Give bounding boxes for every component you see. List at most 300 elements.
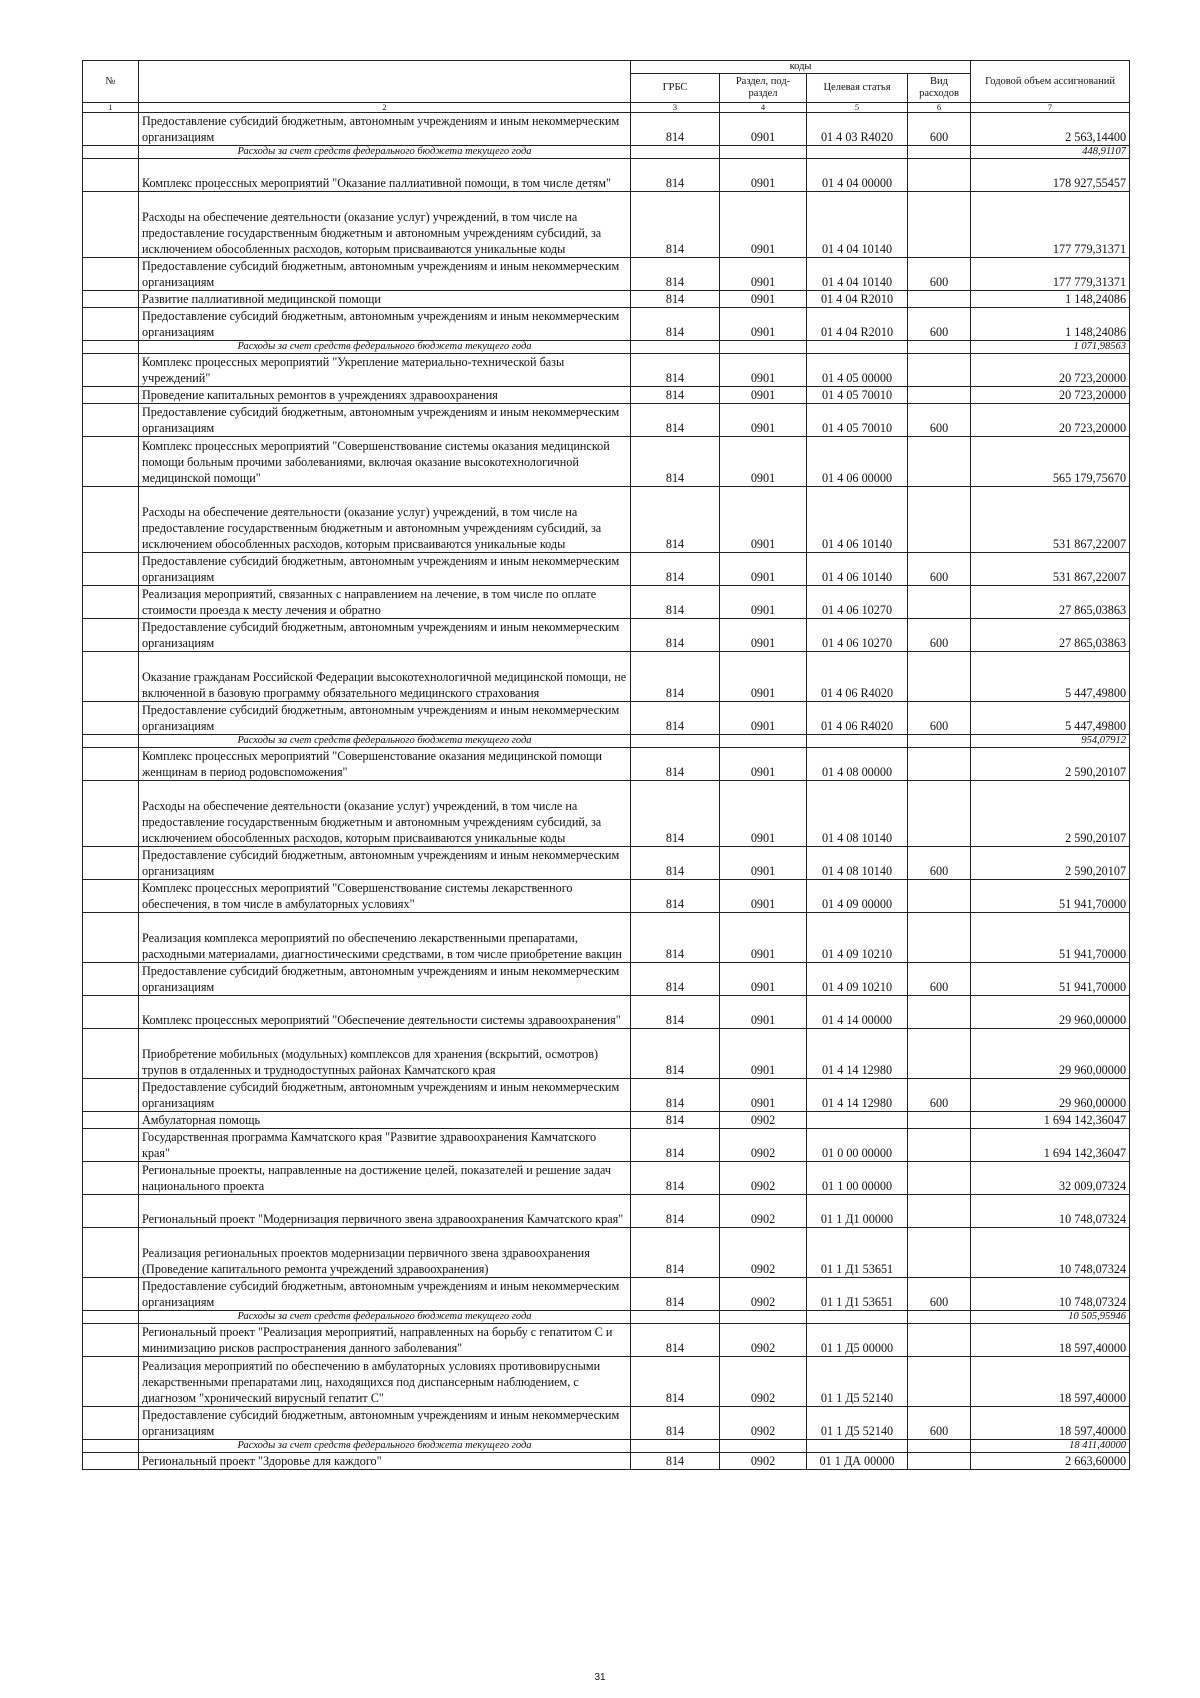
header-razdel: Раздел, под-раздел <box>720 74 807 103</box>
cell-vid <box>908 1357 971 1407</box>
cell-name: Предоставление субсидий бюджетным, автономным учреждениям и иным некоммерческим организациям <box>139 1407 631 1440</box>
table-row <box>83 1029 1130 1079</box>
cell-grbs: 814 <box>631 1453 720 1470</box>
table-row <box>83 880 1130 913</box>
cell-vid <box>908 354 971 387</box>
cell-amount: 5 447,49800 <box>971 652 1130 702</box>
cell-article: 01 4 04 00000 <box>807 159 908 192</box>
cell-grbs: 814 <box>631 652 720 702</box>
cell-razdel: 0901 <box>720 308 807 341</box>
cell-name: Предоставление субсидий бюджетным, автономным учреждениям и иным некоммерческим организациям <box>139 553 631 586</box>
cell-vid: 600 <box>908 308 971 341</box>
cell-name: Расходы за счет средств федерального бюджета текущего года <box>139 735 631 748</box>
cell-article: 01 1 00 00000 <box>807 1162 908 1195</box>
cell-razdel: 0902 <box>720 1357 807 1407</box>
cell-vid: 600 <box>908 258 971 291</box>
cell-razdel: 0901 <box>720 404 807 437</box>
federal-share-row <box>83 146 1130 159</box>
cell-amount: 18 411,40000 <box>971 1440 1130 1453</box>
cell-amount: 5 447,49800 <box>971 702 1130 735</box>
cell-num <box>83 1440 139 1453</box>
table-row <box>83 113 1130 146</box>
cell-name: Комплекс процессных мероприятий "Совершенствование системы лекарственного обеспечения, в том числе в амбулаторных условиях" <box>139 880 631 913</box>
cell-num <box>83 146 139 159</box>
cell-amount: 18 597,40000 <box>971 1407 1130 1440</box>
cell-amount: 2 590,20107 <box>971 781 1130 847</box>
cell-num <box>83 487 139 553</box>
cell-amount: 1 148,24086 <box>971 291 1130 308</box>
column-numbers-row <box>83 103 1130 113</box>
cell-article: 01 4 09 10210 <box>807 963 908 996</box>
cell-article: 01 4 06 10140 <box>807 553 908 586</box>
cell-amount: 29 960,00000 <box>971 1079 1130 1112</box>
cell-razdel: 0901 <box>720 354 807 387</box>
cell-article: 01 4 05 70010 <box>807 387 908 404</box>
col-number: 5 <box>807 103 908 113</box>
cell-amount: 954,07912 <box>971 735 1130 748</box>
cell-num <box>83 996 139 1029</box>
cell-name: Предоставление субсидий бюджетным, автономным учреждениям и иным некоммерческим организациям <box>139 308 631 341</box>
cell-num <box>83 192 139 258</box>
cell-grbs: 814 <box>631 913 720 963</box>
cell-grbs: 814 <box>631 1228 720 1278</box>
table-row <box>83 702 1130 735</box>
header-codes: коды <box>631 61 971 74</box>
cell-article <box>807 1112 908 1129</box>
header-amount: Годовой объем ассигнований <box>971 61 1130 103</box>
cell-name: Реализация комплекса мероприятий по обеспечению лекарственными препаратами, расходными материалами, диагностическими средствами, в том числе приобретение вакцин <box>139 913 631 963</box>
page-number: 31 <box>594 1672 606 1683</box>
cell-vid <box>908 880 971 913</box>
table-row <box>83 387 1130 404</box>
cell-amount: 32 009,07324 <box>971 1162 1130 1195</box>
cell-grbs: 814 <box>631 1357 720 1407</box>
cell-grbs: 814 <box>631 702 720 735</box>
cell-name: Расходы на обеспечение деятельности (оказание услуг) учреждений, в том числе на предоставление государственным бюджетным и автономным учреждениям субсидий, за исключением обособленных расходов, которым присваиваются уникальные коды <box>139 192 631 258</box>
cell-razdel: 0902 <box>720 1278 807 1311</box>
cell-grbs: 814 <box>631 1162 720 1195</box>
cell-vid: 600 <box>908 113 971 146</box>
cell-grbs <box>631 146 720 159</box>
cell-num <box>83 1029 139 1079</box>
table-row <box>83 1228 1130 1278</box>
cell-article: 01 4 04 R2010 <box>807 308 908 341</box>
cell-grbs: 814 <box>631 1195 720 1228</box>
cell-article: 01 1 Д1 53651 <box>807 1228 908 1278</box>
cell-grbs: 814 <box>631 291 720 308</box>
cell-article: 01 4 06 R4020 <box>807 652 908 702</box>
cell-num <box>83 963 139 996</box>
cell-vid <box>908 1029 971 1079</box>
table-row <box>83 308 1130 341</box>
header-article: Целевая статья <box>807 74 908 103</box>
cell-article: 01 4 06 10270 <box>807 619 908 652</box>
cell-vid <box>908 291 971 308</box>
cell-name: Предоставление субсидий бюджетным, автономным учреждениям и иным некоммерческим организациям <box>139 963 631 996</box>
table-row <box>83 487 1130 553</box>
cell-amount: 1 694 142,36047 <box>971 1112 1130 1129</box>
cell-amount: 29 960,00000 <box>971 1029 1130 1079</box>
cell-grbs: 814 <box>631 487 720 553</box>
cell-grbs: 814 <box>631 1029 720 1079</box>
cell-amount: 27 865,03863 <box>971 586 1130 619</box>
cell-num <box>83 341 139 354</box>
cell-razdel: 0902 <box>720 1195 807 1228</box>
table-row <box>83 1162 1130 1195</box>
table-row <box>83 781 1130 847</box>
cell-name: Предоставление субсидий бюджетным, автономным учреждениям и иным некоммерческим организациям <box>139 1079 631 1112</box>
header-grbs: ГРБС <box>631 74 720 103</box>
cell-vid <box>908 159 971 192</box>
cell-num <box>83 387 139 404</box>
cell-vid <box>908 437 971 487</box>
cell-name: Региональный проект "Модернизация первичного звена здравоохранения Камчатского края" <box>139 1195 631 1228</box>
cell-razdel: 0901 <box>720 652 807 702</box>
cell-num <box>83 291 139 308</box>
cell-razdel: 0901 <box>720 553 807 586</box>
cell-amount: 20 723,20000 <box>971 404 1130 437</box>
cell-num <box>83 652 139 702</box>
cell-grbs: 814 <box>631 113 720 146</box>
cell-vid: 600 <box>908 963 971 996</box>
cell-article: 01 4 04 R2010 <box>807 291 908 308</box>
cell-num <box>83 437 139 487</box>
cell-razdel <box>720 1440 807 1453</box>
cell-grbs <box>631 1311 720 1324</box>
table-row <box>83 553 1130 586</box>
cell-razdel: 0902 <box>720 1453 807 1470</box>
cell-article: 01 4 14 12980 <box>807 1079 908 1112</box>
cell-name: Реализация мероприятий по обеспечению в амбулаторных условиях противовирусными лекарственными препаратами лиц, находящихся под диспансерным наблюдением, с диагнозом "хронический вирусный гепатит С" <box>139 1357 631 1407</box>
cell-razdel: 0901 <box>720 437 807 487</box>
cell-grbs: 814 <box>631 619 720 652</box>
cell-grbs: 814 <box>631 159 720 192</box>
col-number: 7 <box>971 103 1130 113</box>
cell-razdel <box>720 341 807 354</box>
cell-vid <box>908 146 971 159</box>
cell-name: Амбулаторная помощь <box>139 1112 631 1129</box>
cell-name: Расходы за счет средств федерального бюджета текущего года <box>139 146 631 159</box>
cell-article <box>807 1311 908 1324</box>
cell-name: Предоставление субсидий бюджетным, автономным учреждениям и иным некоммерческим организациям <box>139 847 631 880</box>
cell-amount: 10 748,07324 <box>971 1278 1130 1311</box>
cell-name: Проведение капитальных ремонтов в учреждениях здравоохранения <box>139 387 631 404</box>
cell-grbs: 814 <box>631 1324 720 1357</box>
cell-article: 01 1 Д5 52140 <box>807 1407 908 1440</box>
cell-article: 01 4 03 R4020 <box>807 113 908 146</box>
cell-vid <box>908 192 971 258</box>
cell-razdel: 0902 <box>720 1162 807 1195</box>
cell-vid <box>908 1129 971 1162</box>
cell-amount: 10 748,07324 <box>971 1228 1130 1278</box>
cell-amount: 20 723,20000 <box>971 387 1130 404</box>
cell-num <box>83 1324 139 1357</box>
table-row <box>83 1195 1130 1228</box>
cell-name: Региональный проект "Реализация мероприятий, направленных на борьбу с гепатитом С и минимизацию рисков распространения данного заболевания" <box>139 1324 631 1357</box>
cell-razdel <box>720 735 807 748</box>
cell-vid <box>908 1162 971 1195</box>
table-row <box>83 1407 1130 1440</box>
cell-name: Развитие паллиативной медицинской помощи <box>139 291 631 308</box>
cell-amount: 2 563,14400 <box>971 113 1130 146</box>
cell-article: 01 4 06 R4020 <box>807 702 908 735</box>
table-row <box>83 963 1130 996</box>
cell-razdel: 0902 <box>720 1324 807 1357</box>
cell-vid <box>908 586 971 619</box>
cell-razdel: 0901 <box>720 702 807 735</box>
table-row <box>83 1079 1130 1112</box>
cell-vid: 600 <box>908 702 971 735</box>
cell-article: 01 4 06 10140 <box>807 487 908 553</box>
cell-grbs: 814 <box>631 996 720 1029</box>
cell-num <box>83 1311 139 1324</box>
cell-razdel <box>720 1311 807 1324</box>
cell-grbs: 814 <box>631 1407 720 1440</box>
cell-razdel: 0901 <box>720 387 807 404</box>
cell-vid <box>908 1195 971 1228</box>
cell-article: 01 4 06 10270 <box>807 586 908 619</box>
cell-num <box>83 847 139 880</box>
cell-grbs <box>631 735 720 748</box>
cell-vid <box>908 735 971 748</box>
cell-num <box>83 1129 139 1162</box>
cell-num <box>83 748 139 781</box>
table-row <box>83 1324 1130 1357</box>
table-row <box>83 1129 1130 1162</box>
cell-num <box>83 159 139 192</box>
col-number: 3 <box>631 103 720 113</box>
cell-razdel: 0901 <box>720 159 807 192</box>
cell-name: Реализация региональных проектов модернизации первичного звена здравоохранения (Проведение капитального ремонта учреждений здравоохранения) <box>139 1228 631 1278</box>
cell-razdel: 0902 <box>720 1129 807 1162</box>
cell-name: Региональный проект "Здоровье для каждого" <box>139 1453 631 1470</box>
cell-article: 01 4 14 00000 <box>807 996 908 1029</box>
cell-vid <box>908 1311 971 1324</box>
table-row <box>83 619 1130 652</box>
cell-razdel: 0901 <box>720 996 807 1029</box>
cell-razdel: 0901 <box>720 586 807 619</box>
cell-article: 01 1 Д1 53651 <box>807 1278 908 1311</box>
cell-vid <box>908 652 971 702</box>
federal-share-row <box>83 735 1130 748</box>
cell-vid <box>908 1112 971 1129</box>
cell-grbs: 814 <box>631 781 720 847</box>
cell-amount: 565 179,75670 <box>971 437 1130 487</box>
cell-name: Предоставление субсидий бюджетным, автономным учреждениям и иным некоммерческим организациям <box>139 258 631 291</box>
cell-article: 01 4 08 10140 <box>807 847 908 880</box>
cell-amount: 531 867,22007 <box>971 487 1130 553</box>
cell-article: 01 4 08 00000 <box>807 748 908 781</box>
federal-share-row <box>83 1440 1130 1453</box>
cell-name: Оказание гражданам Российской Федерации высокотехнологичной медицинской помощи, не включенной в базовую программу обязательного медицинского страхования <box>139 652 631 702</box>
cell-article: 01 4 08 10140 <box>807 781 908 847</box>
cell-num <box>83 1195 139 1228</box>
cell-vid <box>908 996 971 1029</box>
cell-article: 01 4 05 70010 <box>807 404 908 437</box>
cell-name: Расходы на обеспечение деятельности (оказание услуг) учреждений, в том числе на предоставление государственным бюджетным и автономным учреждениям субсидий, за исключением обособленных расходов, которым присваиваются уникальные коды <box>139 487 631 553</box>
cell-grbs: 814 <box>631 963 720 996</box>
cell-amount: 10 505,95946 <box>971 1311 1130 1324</box>
cell-name: Приобретение мобильных (модульных) комплексов для хранения (вскрытий, осмотров) трупов в отдаленных и труднодоступных районах Камчатского края <box>139 1029 631 1079</box>
cell-razdel: 0901 <box>720 113 807 146</box>
cell-razdel: 0901 <box>720 880 807 913</box>
table-row <box>83 437 1130 487</box>
cell-razdel: 0902 <box>720 1228 807 1278</box>
table-row <box>83 1453 1130 1470</box>
cell-article: 01 1 Д5 00000 <box>807 1324 908 1357</box>
table-row <box>83 291 1130 308</box>
table-row <box>83 192 1130 258</box>
table-row <box>83 258 1130 291</box>
cell-amount: 18 597,40000 <box>971 1324 1130 1357</box>
cell-amount: 177 779,31371 <box>971 258 1130 291</box>
cell-amount: 448,91107 <box>971 146 1130 159</box>
table-row <box>83 913 1130 963</box>
cell-article <box>807 341 908 354</box>
cell-amount: 29 960,00000 <box>971 996 1130 1029</box>
cell-num <box>83 553 139 586</box>
cell-article: 01 4 06 00000 <box>807 437 908 487</box>
cell-name: Расходы на обеспечение деятельности (оказание услуг) учреждений, в том числе на предоставление государственным бюджетным и автономным учреждениям субсидий, за исключением обособленных расходов, которым присваиваются уникальные коды <box>139 781 631 847</box>
col-number: 2 <box>139 103 631 113</box>
cell-num <box>83 113 139 146</box>
cell-razdel: 0901 <box>720 258 807 291</box>
cell-amount: 2 590,20107 <box>971 847 1130 880</box>
cell-num <box>83 1112 139 1129</box>
cell-article <box>807 146 908 159</box>
cell-razdel: 0901 <box>720 748 807 781</box>
cell-article: 01 4 04 10140 <box>807 192 908 258</box>
cell-vid: 600 <box>908 847 971 880</box>
cell-vid <box>908 781 971 847</box>
table-row <box>83 404 1130 437</box>
cell-name: Государственная программа Камчатского края "Развитие здравоохранения Камчатского края" <box>139 1129 631 1162</box>
cell-vid <box>908 1440 971 1453</box>
cell-grbs: 814 <box>631 748 720 781</box>
cell-grbs: 814 <box>631 437 720 487</box>
cell-amount: 531 867,22007 <box>971 553 1130 586</box>
cell-grbs: 814 <box>631 404 720 437</box>
cell-razdel: 0901 <box>720 487 807 553</box>
cell-amount: 178 927,55457 <box>971 159 1130 192</box>
cell-name: Предоставление субсидий бюджетным, автономным учреждениям и иным некоммерческим организациям <box>139 1278 631 1311</box>
cell-amount: 18 597,40000 <box>971 1357 1130 1407</box>
cell-article <box>807 735 908 748</box>
cell-razdel: 0901 <box>720 1029 807 1079</box>
cell-grbs: 814 <box>631 880 720 913</box>
cell-amount: 27 865,03863 <box>971 619 1130 652</box>
cell-article: 01 0 00 00000 <box>807 1129 908 1162</box>
cell-article: 01 1 ДА 00000 <box>807 1453 908 1470</box>
cell-num <box>83 702 139 735</box>
cell-grbs: 814 <box>631 192 720 258</box>
cell-vid <box>908 1453 971 1470</box>
cell-article: 01 4 05 00000 <box>807 354 908 387</box>
cell-num <box>83 735 139 748</box>
cell-grbs: 814 <box>631 1129 720 1162</box>
cell-amount: 10 748,07324 <box>971 1195 1130 1228</box>
cell-name: Предоставление субсидий бюджетным, автономным учреждениям и иным некоммерческим организациям <box>139 404 631 437</box>
cell-name: Региональные проекты, направленные на достижение целей, показателей и решение задач национального проекта <box>139 1162 631 1195</box>
cell-amount: 51 941,70000 <box>971 880 1130 913</box>
cell-vid: 600 <box>908 619 971 652</box>
cell-amount: 20 723,20000 <box>971 354 1130 387</box>
cell-name: Предоставление субсидий бюджетным, автономным учреждениям и иным некоммерческим организациям <box>139 702 631 735</box>
table-row <box>83 354 1130 387</box>
cell-razdel: 0902 <box>720 1407 807 1440</box>
cell-grbs: 814 <box>631 387 720 404</box>
table-row <box>83 996 1130 1029</box>
cell-num <box>83 619 139 652</box>
cell-vid: 600 <box>908 553 971 586</box>
table-body <box>83 113 1130 1470</box>
cell-razdel: 0901 <box>720 963 807 996</box>
cell-amount: 177 779,31371 <box>971 192 1130 258</box>
cell-name: Комплекс процессных мероприятий "Обеспечение деятельности системы здравоохранения" <box>139 996 631 1029</box>
cell-amount: 1 148,24086 <box>971 308 1130 341</box>
cell-name: Комплекс процессных мероприятий "Совершенствование системы оказания медицинской помощи больным прочими заболеваниями, включая оказание высокотехнологичной медицинской помощи" <box>139 437 631 487</box>
cell-num <box>83 354 139 387</box>
cell-num <box>83 1407 139 1440</box>
cell-num <box>83 308 139 341</box>
cell-vid <box>908 913 971 963</box>
cell-vid <box>908 487 971 553</box>
cell-grbs: 814 <box>631 1079 720 1112</box>
cell-razdel: 0901 <box>720 781 807 847</box>
cell-razdel: 0901 <box>720 192 807 258</box>
cell-amount: 2 663,60000 <box>971 1453 1130 1470</box>
cell-vid <box>908 1324 971 1357</box>
header-num: № <box>83 61 139 103</box>
cell-grbs <box>631 341 720 354</box>
cell-article: 01 4 09 10210 <box>807 913 908 963</box>
table-row <box>83 1278 1130 1311</box>
cell-article: 01 4 09 00000 <box>807 880 908 913</box>
cell-num <box>83 913 139 963</box>
cell-article: 01 1 Д1 00000 <box>807 1195 908 1228</box>
table-row <box>83 159 1130 192</box>
cell-grbs: 814 <box>631 354 720 387</box>
cell-grbs: 814 <box>631 553 720 586</box>
cell-amount: 2 590,20107 <box>971 748 1130 781</box>
cell-article: 01 4 14 12980 <box>807 1029 908 1079</box>
cell-grbs: 814 <box>631 308 720 341</box>
cell-name: Реализация мероприятий, связанных с направлением на лечение, в том числе по оплате стоимости проезда к месту лечения и обратно <box>139 586 631 619</box>
cell-razdel: 0901 <box>720 847 807 880</box>
cell-grbs: 814 <box>631 847 720 880</box>
cell-article: 01 4 04 10140 <box>807 258 908 291</box>
cell-num <box>83 258 139 291</box>
cell-razdel: 0901 <box>720 619 807 652</box>
cell-name: Предоставление субсидий бюджетным, автономным учреждениям и иным некоммерческим организациям <box>139 619 631 652</box>
col-number: 1 <box>83 103 139 113</box>
cell-name: Расходы за счет средств федерального бюджета текущего года <box>139 1440 631 1453</box>
cell-name: Комплекс процессных мероприятий "Укрепление материально-технической базы учреждений" <box>139 354 631 387</box>
cell-vid <box>908 387 971 404</box>
cell-num <box>83 1079 139 1112</box>
cell-grbs: 814 <box>631 1278 720 1311</box>
cell-grbs: 814 <box>631 258 720 291</box>
cell-amount: 1 694 142,36047 <box>971 1129 1130 1162</box>
table-header <box>83 61 1130 113</box>
cell-grbs: 814 <box>631 1112 720 1129</box>
cell-amount: 1 071,98563 <box>971 341 1130 354</box>
cell-num <box>83 1228 139 1278</box>
table-row <box>83 652 1130 702</box>
cell-num <box>83 1453 139 1470</box>
cell-vid: 600 <box>908 1278 971 1311</box>
cell-num <box>83 1278 139 1311</box>
